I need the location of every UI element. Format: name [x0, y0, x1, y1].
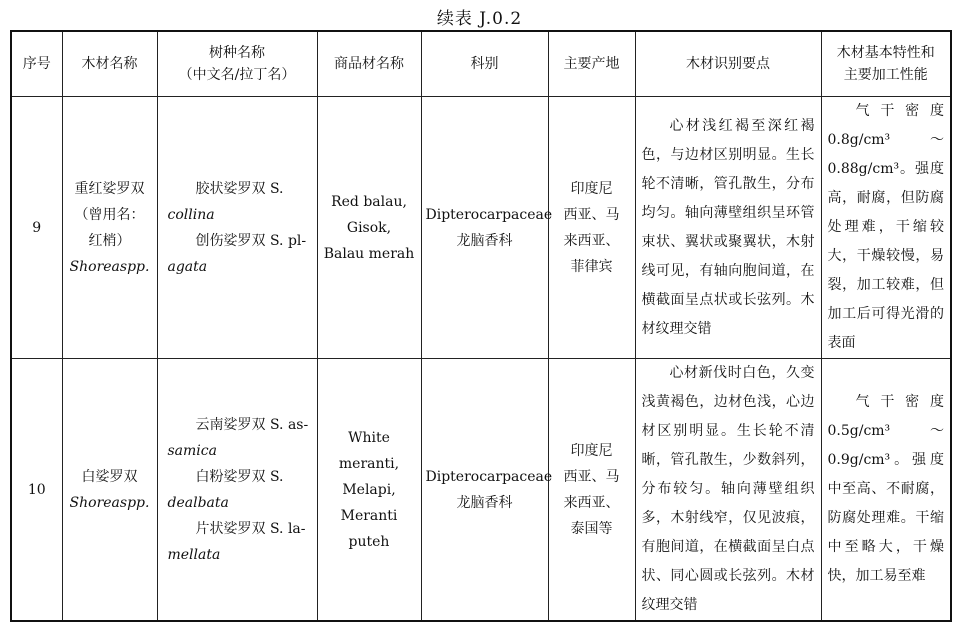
origin-line: 来西亚、	[563, 232, 620, 249]
header-trade-name: 商品材名称	[317, 31, 421, 97]
header-wood-name: 木材名称	[62, 31, 157, 97]
header-properties-line2: 主要加工性能	[843, 67, 928, 83]
trade-name-line: Red balau,	[331, 193, 407, 210]
header-species-line2: （中文名/拉丁名）	[178, 67, 296, 83]
wood-name-line: 白娑罗双	[81, 468, 138, 485]
trade-name-line: White meranti,	[338, 429, 400, 472]
species-latin: mellata	[167, 546, 221, 563]
species-latin: agata	[167, 258, 208, 275]
origin-line: 来西亚、	[563, 494, 620, 511]
cell-origin	[548, 97, 635, 359]
origin-line: 印度尼	[570, 180, 613, 197]
species-line: 云南娑罗双 S. as-	[195, 416, 309, 433]
wood-latin-name: Shoreaspp.	[69, 494, 150, 511]
origin-line: 西亚、马	[563, 468, 620, 485]
header-species-line1: 树种名称	[209, 45, 265, 61]
cell-properties: 气干密度 0.5g/cm³～0.9g/cm³。强度中至高、不耐腐，防腐处理难。干缩中至略大，干燥快，加工易至难	[821, 359, 951, 622]
wood-name-line: 红梢）	[88, 232, 131, 249]
origin-line: 泰国等	[570, 520, 613, 537]
cell-identification: 心材新伐时白色，久变浅黄褐色，边材色浅，心边材区别明显。生长轮不清晰，管孔散生，少数斜列，分布较匀。轴向薄壁组织多，木射线窄，仅见波痕，有胞间道，在横截面呈白点状、同心圆或长弦列。木材纹理交错	[635, 359, 821, 622]
family-chinese: 龙脑香科	[456, 232, 513, 249]
cell-family	[421, 359, 553, 622]
species-latin: dealbata	[167, 494, 229, 511]
species-latin: collina	[167, 206, 215, 223]
cell-properties: 气干密度 0.8g/cm³～0.88g/cm³。强度高，耐腐，但防腐处理难，干缩较大，干燥较慢，易裂，加工较难，但加工后可得光滑的表面	[821, 97, 951, 359]
header-row	[11, 31, 951, 97]
trade-name-line: Meranti puteh	[340, 507, 398, 550]
species-latin: samica	[167, 442, 217, 459]
header-species	[157, 31, 317, 97]
origin-line: 西亚、马	[563, 206, 620, 223]
species-line: 片状娑罗双 S. la-	[195, 520, 306, 537]
trade-name-line: Melapi,	[342, 481, 396, 498]
header-origin: 主要产地	[548, 31, 635, 97]
cell-no: 9	[11, 97, 62, 359]
cell-wood-name	[62, 359, 157, 622]
cell-wood-name	[62, 97, 157, 359]
wood-table	[10, 30, 952, 622]
species-line: 胶状娑罗双 S.	[195, 180, 284, 197]
trade-name-line: Gisok,	[346, 219, 392, 236]
cell-trade-name	[317, 359, 421, 622]
cell-trade-name	[317, 97, 421, 359]
table-caption: 续表 J.0.2	[436, 9, 523, 29]
family-chinese: 龙脑香科	[456, 494, 513, 511]
header-identification: 木材识别要点	[635, 31, 821, 97]
cell-family	[421, 97, 553, 359]
header-family: 科别	[421, 31, 548, 97]
wood-name-line: 重红娑罗双	[74, 180, 145, 197]
cell-species	[157, 97, 317, 359]
wood-name-line: （曾用名：	[74, 206, 145, 223]
family-latin: Dipterocarpaceae	[425, 206, 553, 223]
species-line: 白粉娑罗双 S.	[195, 468, 284, 485]
header-no: 序号	[11, 31, 62, 97]
cell-species	[157, 359, 317, 622]
header-properties	[821, 31, 951, 97]
origin-line: 菲律宾	[570, 258, 613, 275]
table-row	[11, 97, 951, 359]
trade-name-line: Balau merah	[323, 245, 415, 262]
header-properties-line1: 木材基本特性和	[836, 45, 935, 61]
family-latin: Dipterocarpaceae	[425, 468, 553, 485]
origin-line: 印度尼	[570, 442, 613, 459]
species-line: 创伤娑罗双 S. pl-	[195, 232, 307, 249]
cell-origin	[548, 359, 635, 622]
cell-identification: 心材浅红褐至深红褐色，与边材区别明显。生长轮不清晰，管孔散生，分布均匀。轴向薄壁组织呈环管束状、翼状或聚翼状，木射线可见，有轴向胞间道，在横截面呈点状或长弦列。木材纹理交错	[635, 97, 821, 359]
cell-no: 10	[11, 359, 62, 622]
table-row	[11, 359, 951, 622]
wood-latin-name: Shoreaspp.	[69, 258, 150, 275]
